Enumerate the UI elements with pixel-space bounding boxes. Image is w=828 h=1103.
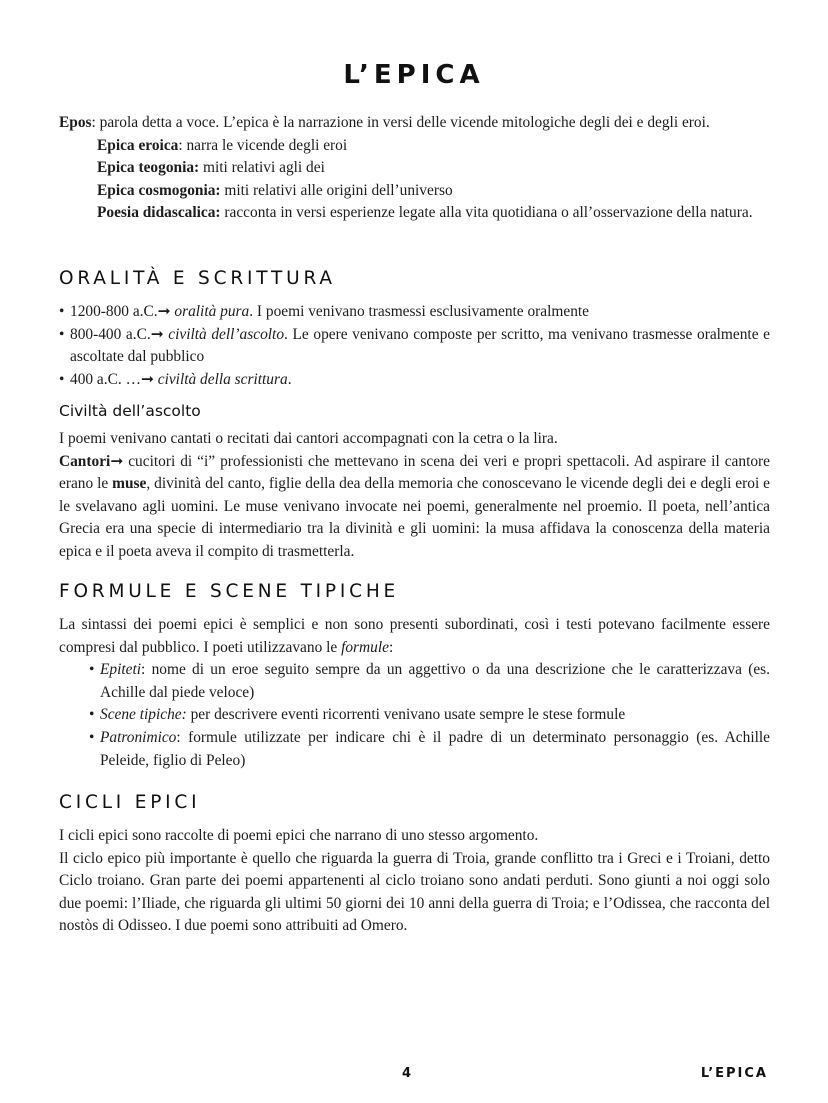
section-heading-cicli: CICLI EPICI xyxy=(59,792,201,813)
subheading-civilta-ascolto: Civiltà dell’ascolto xyxy=(59,402,201,420)
paragraph: Cantori➞ cucitori di “i” professionisti che mettevano in scena dei veri e propri spettacoli. Ad aspirare il cantore erano le muse, divinità del canto, figlie della dea della memoria che conoscevano le vicende degli dei e degli eroi e le svelavano agli uomini. Le muse venivano invocate nei poemi, generalmente nel proemio. Il poeta, nell’antica Grecia era una specie di intermediario tra la divinità e gli uomini: la musa affidava la conoscenza della materia epica e il poeta aveva il compito di trasmetterla. xyxy=(59,452,770,560)
list-item: • Scene tipiche: per descrivere eventi ricorrenti venivano usate sempre le stese formule xyxy=(59,704,770,727)
page-number: 4 xyxy=(402,1066,412,1081)
epica-type-item: Epica teogonia: miti relativi agli dei xyxy=(97,159,325,177)
formule-list xyxy=(59,659,770,772)
paragraph: Il ciclo epico più importante è quello che riguarda la guerra di Troia, grande conflitto tra i Greci e i Troiani, detto Ciclo troiano. Gran parte dei poemi appartenenti al ciclo troiano sono andati perduti. Sono giunti a noi oggi solo due poemi: l’Iliade, che riguarda gli ultimi 50 giorni dei 10 anni della guerra di Troia; e l’Odissea, che racconta del nostòs di Odisseo. I due poemi sono attribuiti ad Omero. xyxy=(59,849,770,935)
running-title: L’EPICA xyxy=(700,1066,768,1081)
list-item: • 1200-800 a.C.➞ oralità pura. I poemi venivano trasmessi esclusivamente oralmente xyxy=(59,301,770,324)
list-item: • 400 a.C. …➞ civiltà della scrittura. xyxy=(59,369,770,392)
list-item: • Patronimico: formule utilizzate per indicare chi è il padre di un determinato personaggio (es. Achille Peleide, figlio di Peleo) xyxy=(59,727,770,772)
paragraph: La sintassi dei poemi epici è semplici e non sono presenti subordinati, così i testi potevano facilmente essere compresi dal pubblico. I poeti utilizzavano le formule: xyxy=(59,616,770,656)
intro-section xyxy=(59,112,770,225)
page-title: L’EPICA xyxy=(343,60,485,90)
arrow-right-icon: ➞ xyxy=(110,452,124,470)
paragraph: I poemi venivano cantati o recitati dai cantori accompagnati con la cetra o la lira. xyxy=(59,430,558,447)
arrow-right-icon: ➞ xyxy=(157,303,171,320)
list-item: • 800-400 a.C.➞ civiltà dell’ascolto. Le opere venivano composte per scritto, ma venivano trasmesse oralmente e ascoltate dal pubblico xyxy=(59,324,770,369)
civilta-ascolto-body xyxy=(59,428,770,564)
paragraph: I cicli epici sono raccolte di poemi epici che narrano di uno stesso argomento. xyxy=(59,827,539,844)
cicli-body xyxy=(59,825,770,938)
epos-definition: Epos: parola detta a voce. L’epica è la narrazione in versi delle vicende mitologiche degli dei e degli eroi. xyxy=(59,114,710,131)
oralita-timeline-list xyxy=(59,301,770,391)
formule-body xyxy=(59,614,770,772)
section-heading-oralita: ORALITÀ E SCRITTURA xyxy=(59,268,336,289)
epica-type-item: Epica cosmogonia: miti relativi alle origini dell’universo xyxy=(97,181,453,199)
arrow-right-icon: ➞ xyxy=(150,325,164,343)
arrow-right-icon: ➞ xyxy=(140,370,154,388)
section-heading-formule: FORMULE E SCENE TIPICHE xyxy=(59,581,400,602)
epos-term: Epos xyxy=(59,114,92,131)
epica-type-item: Epica eroica: narra le vicende degli eroi xyxy=(97,136,348,154)
list-item: • Epiteti: nome di un eroe seguito sempre da un aggettivo o da una descrizione che le caratterizzava (es. Achille dal piede veloce) xyxy=(59,659,770,704)
epica-type-item: Poesia didascalica: racconta in versi esperienze legate alla vita quotidiana o all’osservazione della natura. xyxy=(97,204,753,222)
